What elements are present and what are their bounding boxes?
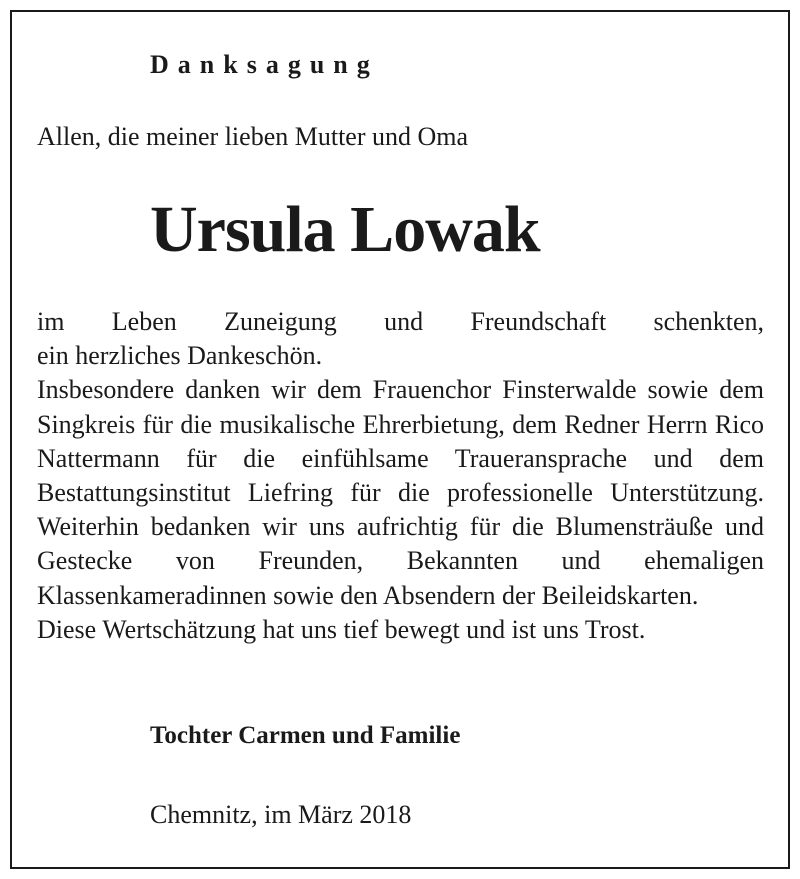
notice-body: [37, 305, 764, 647]
intro-text: Allen, die meiner lieben Mutter und Oma: [37, 122, 469, 151]
signature: Tochter Carmen und Familie: [150, 722, 461, 749]
notice-heading: Danksagung: [150, 50, 379, 79]
place-and-date: Chemnitz, im März 2018: [150, 800, 412, 829]
body-paragraph-3: Diese Wertschätzung hat uns tief bewegt und ist uns Trost.: [37, 614, 646, 644]
deceased-name: Ursula Lowak: [150, 193, 540, 266]
body-line-1: im Leben Zuneigung und Freundschaft schenkten,: [37, 307, 764, 336]
body-line-2: ein herzliches Dankeschön.: [37, 341, 323, 371]
body-paragraph-2: Insbesondere danken wir dem Frauenchor Finsterwalde sowie dem Singkreis für die musikalische Ehrerbietung, dem Redner Herrn Rico Nattermann für die einfühlsame Traueransprache und dem Bestattungsinstitut Liefring für die professionelle Unterstützung. Weiterhin bedanken wir uns aufrichtig für die Blumensträuße und Gestecke von Freunden, Bekannten und ehemaligen Klassenkameradinnen sowie den Absendern der Beileidskarten.: [37, 375, 764, 610]
